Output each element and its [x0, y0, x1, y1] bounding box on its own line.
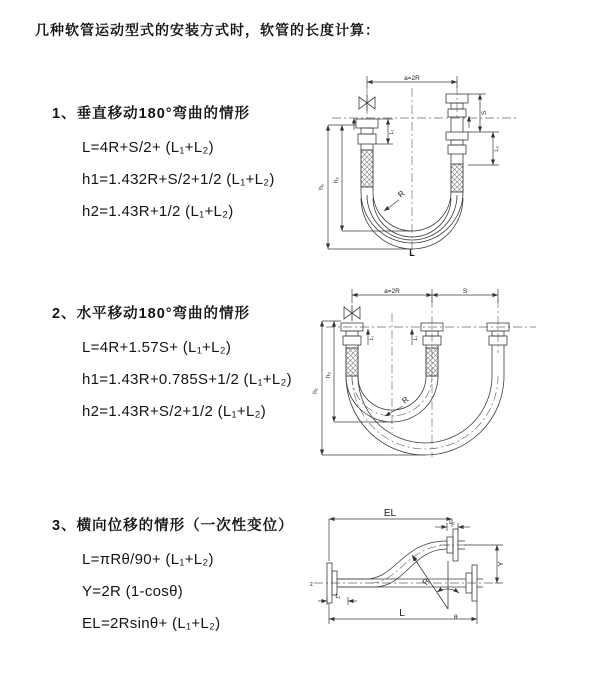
radius-and-angle [412, 555, 459, 621]
section-2-formulas [82, 332, 292, 428]
braided-hose-section [426, 348, 438, 376]
valve-icon [359, 95, 375, 111]
middle-pipe-fitting [421, 323, 443, 376]
dim-label-l1: L₁ [369, 335, 375, 341]
section-3-heading: 3、横向位移的情形（一次性变位） [52, 518, 294, 534]
right-dimensions [468, 94, 500, 165]
section-1-formulas [82, 132, 275, 228]
section-vertical-move [52, 102, 275, 228]
page-title: 几种软管运动型式的安装方式时，软管的长度计算： [35, 22, 380, 38]
diagram-2-svg [308, 283, 543, 461]
section-horizontal-move [52, 302, 292, 428]
diagram-1-svg [312, 72, 530, 258]
braided-hose-section [451, 164, 463, 192]
dim-label-l2: L₂ [449, 520, 455, 526]
dim-label-a2r: a=2R [404, 75, 420, 82]
dim-label-l: L [399, 608, 405, 619]
top-dimension [367, 75, 457, 88]
dim-label-h1: h₁ [318, 184, 325, 190]
dim-label-s: S [462, 288, 468, 295]
formula-h2: h2=1.43R+S/2+1/2 (L₁+L₂) [82, 403, 267, 420]
valve-icon [344, 305, 360, 321]
section-3-formulas [82, 544, 294, 640]
diagram-vertical-move-180-bend [312, 72, 530, 258]
diagram-3-svg [300, 497, 585, 659]
radius-label: R [400, 394, 411, 406]
radius-label: R [420, 576, 432, 587]
formula-Y: Y=2R (1-cosθ) [82, 583, 184, 600]
end-dimensions [368, 329, 419, 345]
section-2-heading: 2、水平移动180°弯曲的情形 [52, 306, 251, 322]
right-pipe-fitting-moved [487, 323, 509, 376]
formula-EL: EL=2Rsinθ+ (L₁+L₂) [82, 615, 221, 632]
centerlines [310, 545, 495, 588]
length-label: L [409, 248, 415, 258]
diagram-horizontal-move-180-bend [308, 283, 543, 461]
hose-u-curves [346, 376, 504, 455]
section-lateral-displacement [52, 514, 294, 640]
dim-label-a2r: a=2R [384, 288, 400, 295]
l1-dimension [318, 594, 357, 605]
dim-label-h2: h₂ [325, 371, 332, 379]
right-pipe-fitting-positions [446, 94, 468, 192]
radius-callout [385, 395, 411, 416]
y-dimension [464, 545, 505, 583]
dim-label-s: S [481, 110, 488, 116]
dim-label-el: EL [383, 508, 397, 519]
radius-label: R [396, 188, 407, 200]
top-dimensions [352, 288, 498, 303]
centerlines [332, 86, 516, 256]
formula-L: L=πRθ/90+ (L₁+L₂) [82, 551, 214, 568]
dim-label-l2: L₂ [494, 146, 500, 152]
formula-h1: h1=1.432R+S/2+1/2 (L₁+L₂) [82, 171, 275, 188]
braided-hose-section [361, 150, 373, 187]
dim-label-l1: L₁ [389, 129, 395, 135]
formula-L: L=4R+1.57S+ (L₁+L₂) [82, 339, 232, 356]
formula-L: L=4R+S/2+ (L₁+L₂) [82, 139, 214, 156]
left-end-dimension [376, 119, 395, 144]
diagram-lateral-displacement [300, 497, 585, 659]
dim-label-l2: L₂ [413, 335, 419, 341]
left-pipe-fitting [341, 323, 363, 376]
formula-h1: h1=1.43R+0.785S+1/2 (L₁+L₂) [82, 371, 292, 388]
dim-label-h2: h₂ [333, 176, 340, 184]
l2-dimension [435, 520, 470, 531]
el-dimension [329, 508, 452, 561]
dim-label-l1: L₁ [335, 594, 341, 600]
radius-callout [384, 189, 407, 211]
centerline-break-mark: z [310, 582, 313, 588]
dim-label-h1: h₁ [312, 388, 319, 394]
braided-hose-section [346, 348, 358, 376]
formula-h2: h2=1.43R+1/2 (L₁+L₂) [82, 203, 234, 220]
hose-original-position [337, 565, 483, 601]
dim-label-y: Y [496, 561, 505, 567]
section-1-heading: 1、垂直移动180°弯曲的情形 [52, 106, 251, 122]
left-pipe-fitting [356, 119, 378, 192]
angle-label: θ [454, 614, 458, 621]
hose-displaced-curve [337, 529, 465, 587]
